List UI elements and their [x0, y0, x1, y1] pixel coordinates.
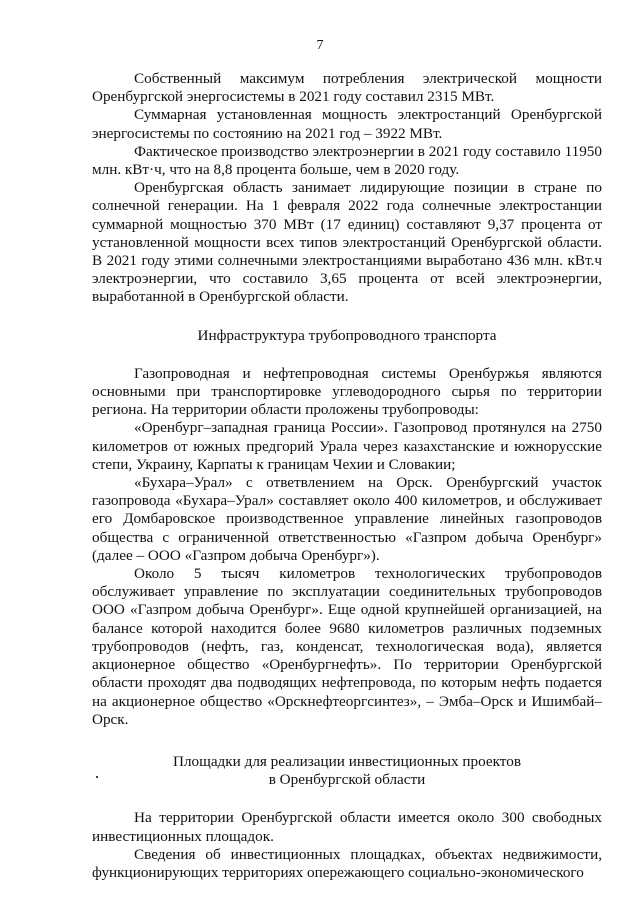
page-number: 7 — [316, 38, 324, 53]
paragraph-pipeline-bukhara-ural: «Бухара–Урал» с ответвлением на Орск. Оренбургский участок газопровода «Бухара–Урал» составляет около 400 километров, и обслуживает его Домбаровское производственное управление линейных газопроводов общества с ограниченной ответственностью «Газпром добыча Оренбург» (далее – ООО «Газпром добыча Оренбург»). — [92, 474, 602, 564]
section-heading-invest-line1: Площадки для реализации инвестиционных проектов — [172, 752, 521, 770]
section-heading-invest-line2: в Оренбургской области — [268, 771, 426, 789]
paragraph-invest-info: Сведения об инвестиционных площадках, объектах недвижимости, функционирующих территориях опережающего социально-экономического — [92, 845, 602, 881]
section-heading-pipeline: Инфраструктура трубопроводного транспорта — [197, 326, 497, 344]
paragraph-pipeline-technological: Около 5 тысяч километров технологических трубопроводов обслуживает управление по эксплуатации соединительных трубопроводов ООО «Газпром добыча Оренбург». Еще одной крупнейшей организацией, на балансе которой находится более 9680 километров различных подземных трубопроводов (нефть, газ, конденсат, технологическая вода), является акционерное общество «Оренбургнефть». По территории Оренбургской области проходят два подводящих нефтепровода, по которым нефть подается на акционерное общество «Орскнефтеоргсинтез», – Эмба–Орск и Ишимбай–Орск. — [92, 565, 602, 728]
paragraph-solar-generation: Оренбургская область занимает лидирующие позиции в стране по солнечной генерации. На 1 февраля 2022 года солнечные электростанции суммарной мощностью 370 МВт (17 единиц) составляют 9,37 процента от установленной мощности всех типов электростанций Оренбургской области. В 2021 году этими солнечными электростанциями выработано 436 млн. кВт.ч электроэнергии, что составило 3,65 процента от всей электроэнергии, выработанной в Оренбургской области. — [92, 179, 602, 306]
paragraph-installed-capacity: Суммарная установленная мощность электростанций Оренбургской энергосистемы по состоянию на 2021 год – 3922 МВт. — [92, 106, 602, 142]
paragraph-actual-production: Фактическое производство электроэнергии в 2021 году составило 11950 млн. кВт·ч, что на 8,8 процента больше, чем в 2020 году. — [92, 142, 602, 179]
paragraph-pipeline-intro: Газопроводная и нефтепроводная системы Оренбуржья являются основными при транспортировке углеводородного сырья по территории региона. На территории области проложены трубопроводы: — [92, 364, 602, 419]
paragraph-invest-sites: На территории Оренбургской области имеется около 300 свободных инвестиционных площадок. — [92, 809, 602, 845]
paragraph-max-consumption: Собственный максимум потребления электрической мощности Оренбургской энергосистемы в 2021 году составил 2315 МВт. — [92, 70, 602, 106]
paragraph-pipeline-orenburg-west: «Оренбург–западная граница России». Газопровод протянулся на 2750 километров от южных предгорий Урала через казахстанские и южнорусские степи, Украину, Карпаты к границам Чехии и Словакии; — [92, 419, 602, 473]
scan-speck — [96, 776, 98, 778]
document-body — [92, 70, 602, 882]
